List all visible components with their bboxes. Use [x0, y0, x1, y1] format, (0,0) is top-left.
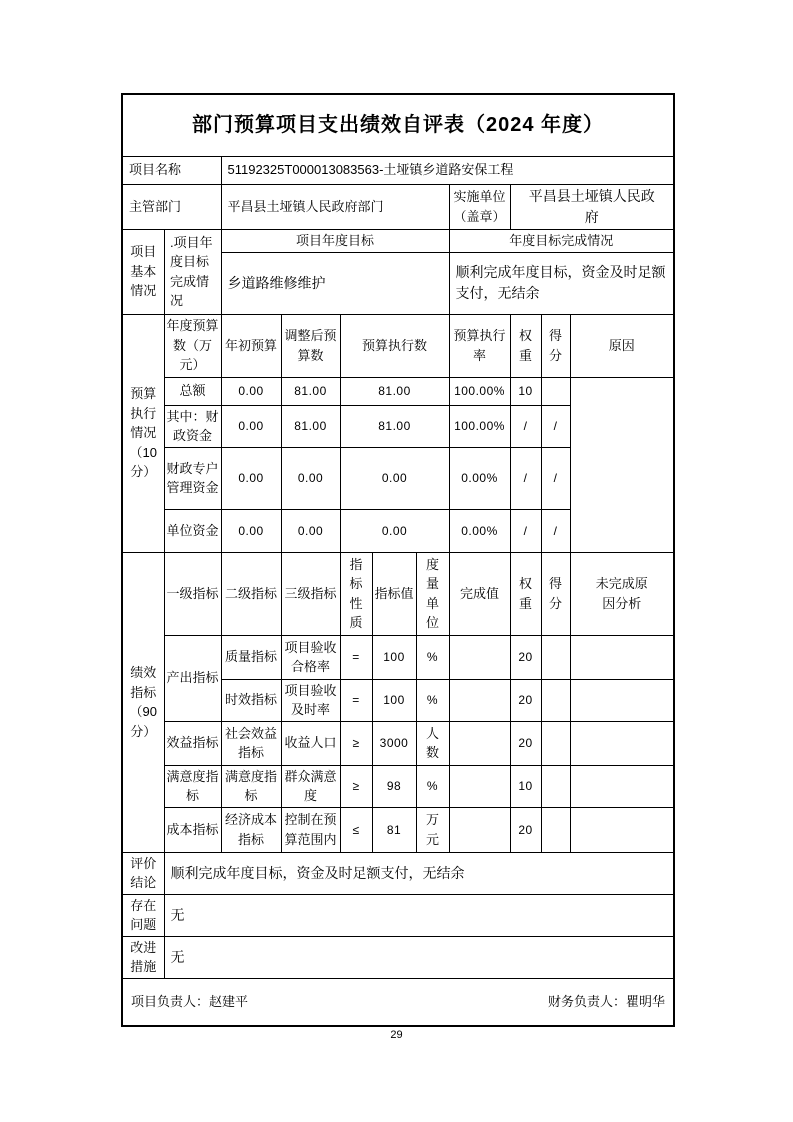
budget-cell-adjusted: 0.00 — [281, 447, 340, 509]
perf-cell-nature: ≥ — [340, 721, 372, 765]
perf-cell-l2: 满意度指标 — [221, 765, 281, 807]
budget-cell-executed: 81.00 — [340, 405, 449, 447]
page-number: 29 — [390, 1029, 403, 1041]
perf-cell-score — [541, 721, 570, 765]
perf-cell-score — [541, 679, 570, 721]
signature-row-content — [125, 992, 671, 1012]
budget-row-label: 其中：财政资金 — [164, 405, 221, 447]
perf-cell-actual — [449, 721, 510, 765]
basic-row-label-text: .项目年度目标完成情况 — [170, 234, 213, 308]
budget-cell-weight: / — [510, 405, 541, 447]
budget-cell-score: / — [541, 509, 570, 552]
budget-header-weight-text: 权重 — [518, 328, 532, 363]
perf-header-analysis — [570, 552, 674, 635]
budget-cell-adjusted: 0.00 — [281, 509, 340, 552]
conclusion-label: 评价结论 — [122, 852, 164, 894]
section-performance-indicators — [122, 552, 164, 852]
budget-cell-executed: 0.00 — [340, 509, 449, 552]
goal-completion-value — [449, 252, 674, 314]
perf-header-nature — [340, 552, 372, 635]
budget-cell-initial: 0.00 — [221, 447, 281, 509]
perf-cell-score — [541, 765, 570, 807]
perf-cell-l1: 效益指标 — [164, 721, 221, 765]
perf-cell-unit — [416, 807, 449, 852]
department-value: 平昌县土垭镇人民政府部门 — [221, 184, 449, 229]
perf-cell-actual — [449, 635, 510, 679]
annual-goal-header: 项目年度目标 — [221, 229, 449, 252]
perf-cell-l1: 满意度指标 — [164, 765, 221, 807]
budget-cell-initial: 0.00 — [221, 509, 281, 552]
perf-cell-target: 3000 — [372, 721, 416, 765]
section-budget-execution — [122, 314, 164, 552]
perf-cell-l2: 经济成本指标 — [221, 807, 281, 852]
department-label: 主管部门 — [122, 184, 221, 229]
section-budget-execution-label: 预算执行情况（10分） — [129, 386, 157, 480]
perf-header-unit-text: 度量单位 — [425, 556, 439, 630]
budget-cell-adjusted: 81.00 — [281, 405, 340, 447]
perf-cell-weight: 20 — [510, 679, 541, 721]
budget-cell-weight: / — [510, 447, 541, 509]
perf-cell-nature: ≤ — [340, 807, 372, 852]
improvements-value: 无 — [164, 936, 674, 978]
perf-cell-l1: 产出指标 — [164, 635, 221, 721]
budget-cell-rate: 100.00% — [449, 377, 510, 405]
budget-header-executed: 预算执行数 — [340, 314, 449, 377]
perf-cell-nature: = — [340, 679, 372, 721]
section-basic-info-label: 项目基本情况 — [130, 244, 157, 299]
project-manager-signature: 项目负责人：赵建平 — [131, 994, 249, 1009]
budget-row-label: 单位资金 — [164, 509, 221, 552]
budget-cell-initial: 0.00 — [221, 405, 281, 447]
perf-cell-weight: 20 — [510, 807, 541, 852]
section-basic-info — [122, 229, 164, 314]
budget-cell-rate: 0.00% — [449, 447, 510, 509]
perf-header-unit — [416, 552, 449, 635]
budget-header-score-text: 得分 — [548, 328, 562, 363]
perf-cell-l1: 成本指标 — [164, 807, 221, 852]
basic-row-label — [164, 229, 221, 314]
budget-cell-rate: 0.00% — [449, 509, 510, 552]
perf-cell-weight: 20 — [510, 721, 541, 765]
perf-cell-l2: 质量指标 — [221, 635, 281, 679]
budget-cell-score: / — [541, 405, 570, 447]
budget-cell-score — [541, 377, 570, 405]
perf-header-analysis-text: 未完成原因分析 — [595, 576, 648, 611]
perf-cell-analysis — [570, 807, 674, 852]
goal-completion-value-text: 顺利完成年度目标，资金及时足额支付，无结余 — [455, 264, 666, 301]
budget-reason-value — [570, 377, 674, 552]
perf-header-weight — [510, 552, 541, 635]
section-performance-indicators-label: 绩效指标（90分） — [129, 665, 157, 739]
perf-cell-target: 81 — [372, 807, 416, 852]
perf-header-weight-text: 权重 — [518, 576, 532, 611]
perf-cell-target: 100 — [372, 635, 416, 679]
conclusion-value: 顺利完成年度目标，资金及时足额支付，无结余 — [164, 852, 674, 894]
budget-header-annual: 年度预算数（万元） — [164, 314, 221, 377]
budget-cell-initial: 0.00 — [221, 377, 281, 405]
perf-cell-unit: % — [416, 765, 449, 807]
perf-cell-nature: ≥ — [340, 765, 372, 807]
perf-cell-actual — [449, 807, 510, 852]
perf-header-target: 指标值 — [372, 552, 416, 635]
perf-cell-nature: = — [340, 635, 372, 679]
implementing-unit-label-text: 实施单位（盖章） — [453, 189, 506, 224]
perf-cell-weight: 10 — [510, 765, 541, 807]
project-name-label: 项目名称 — [122, 156, 221, 184]
perf-cell-target: 98 — [372, 765, 416, 807]
improvements-label: 改进措施 — [122, 936, 164, 978]
budget-cell-rate: 100.00% — [449, 405, 510, 447]
perf-cell-analysis — [570, 679, 674, 721]
budget-header-initial: 年初预算 — [221, 314, 281, 377]
perf-cell-unit — [416, 721, 449, 765]
budget-cell-score: / — [541, 447, 570, 509]
implementing-unit-value — [510, 184, 674, 229]
perf-header-score — [541, 552, 570, 635]
perf-header-score-text: 得分 — [548, 576, 562, 611]
perf-cell-score — [541, 807, 570, 852]
budget-cell-executed: 0.00 — [340, 447, 449, 509]
perf-cell-unit: % — [416, 679, 449, 721]
annual-goal-value: 乡道路维修维护 — [221, 252, 449, 314]
table-row — [122, 721, 674, 765]
signature-row — [122, 978, 674, 1026]
perf-cell-l2: 社会效益指标 — [221, 721, 281, 765]
budget-header-reason: 原因 — [570, 314, 674, 377]
budget-header-rate: 预算执行率 — [449, 314, 510, 377]
perf-cell-analysis — [570, 765, 674, 807]
perf-cell-analysis — [570, 721, 674, 765]
project-name-value: 51192325T000013083563-土垭镇乡道路安保工程 — [221, 156, 674, 184]
perf-header-l3: 三级指标 — [281, 552, 340, 635]
perf-cell-l3: 群众满意度 — [281, 765, 340, 807]
budget-header-score — [541, 314, 570, 377]
budget-cell-executed: 81.00 — [340, 377, 449, 405]
budget-cell-adjusted: 81.00 — [281, 377, 340, 405]
perf-cell-unit: % — [416, 635, 449, 679]
implementing-unit-label — [449, 184, 510, 229]
budget-row-label: 财政专户管理资金 — [164, 447, 221, 509]
budget-row-label: 总额 — [164, 377, 221, 405]
perf-cell-score — [541, 635, 570, 679]
table-row — [122, 377, 674, 405]
perf-cell-l3: 项目验收及时率 — [281, 679, 340, 721]
perf-cell-weight: 20 — [510, 635, 541, 679]
goal-completion-header: 年度目标完成情况 — [449, 229, 674, 252]
table-row — [122, 635, 674, 679]
perf-cell-l3: 项目验收合格率 — [281, 635, 340, 679]
table-row — [122, 807, 674, 852]
problems-value: 无 — [164, 894, 674, 936]
perf-cell-unit-text: 人数 — [425, 725, 439, 760]
finance-manager-signature: 财务负责人：瞿明华 — [548, 994, 666, 1009]
form-title: 部门预算项目支出绩效自评表（2024 年度） — [122, 94, 674, 156]
budget-header-adjusted: 调整后预算数 — [281, 314, 340, 377]
perf-header-l1: 一级指标 — [164, 552, 221, 635]
perf-cell-l2: 时效指标 — [221, 679, 281, 721]
implementing-unit-value-text: 平昌县土垭镇人民政府 — [528, 187, 655, 225]
problems-label: 存在问题 — [122, 894, 164, 936]
perf-cell-analysis — [570, 635, 674, 679]
table-row — [122, 765, 674, 807]
perf-cell-target: 100 — [372, 679, 416, 721]
perf-header-actual: 完成值 — [449, 552, 510, 635]
perf-cell-l3: 收益人口 — [281, 721, 340, 765]
perf-cell-unit-text: 万元 — [425, 812, 439, 847]
perf-header-nature-text: 指标性质 — [349, 556, 363, 630]
budget-cell-weight: / — [510, 509, 541, 552]
self-evaluation-table — [121, 93, 675, 1027]
budget-header-weight — [510, 314, 541, 377]
perf-cell-l3: 控制在预算范围内 — [281, 807, 340, 852]
perf-cell-actual — [449, 679, 510, 721]
budget-cell-weight: 10 — [510, 377, 541, 405]
perf-header-l2: 二级指标 — [221, 552, 281, 635]
perf-cell-actual — [449, 765, 510, 807]
